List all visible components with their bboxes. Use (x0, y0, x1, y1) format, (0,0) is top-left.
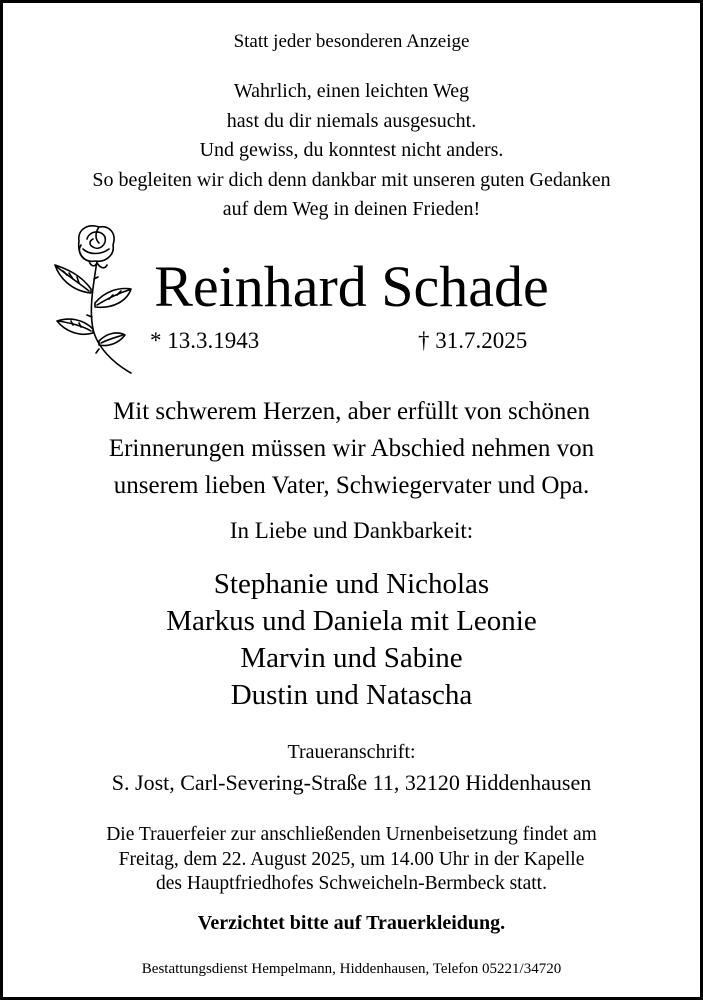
poem-line: Wahrlich, einen leichten Weg (233, 80, 470, 102)
family-member: Marvin und Sabine (240, 642, 463, 674)
poem-line: auf dem Weg in deinen Frieden! (222, 198, 481, 220)
family-member: Markus und Daniela mit Leonie (166, 605, 537, 637)
death-date: † 31.7.2025 (418, 328, 528, 353)
poem-line: So begleiten wir dich denn dankbar mit unseren guten Gedanken (92, 168, 611, 191)
message-line: Erinnerungen müssen wir Abschied nehmen von (108, 435, 595, 462)
message-line: Mit schwerem Herzen, aber erfüllt von schönen (113, 398, 590, 425)
header-text: Statt jeder besonderen Anzeige (233, 31, 470, 52)
service-line: Die Trauerfeier zur anschließenden Urnenbeisetzung findet am (106, 824, 597, 845)
family-member: Stephanie und Nicholas (213, 568, 490, 600)
dress-code-request: Verzichtet bitte auf Trauerkleidung. (197, 912, 506, 934)
service-line: des Hauptfriedhofes Schweicheln-Bermbeck statt. (156, 873, 547, 894)
service-line: Freitag, dem 22. August 2025, um 14.00 Uhr in der Kapelle (118, 848, 585, 870)
address-text: S. Jost, Carl-Severing-Straße 11, 32120 Hiddenhausen (111, 770, 592, 795)
poem-line: Und gewiss, du konntest nicht anders. (199, 139, 504, 161)
farewell-message (3, 393, 700, 504)
love-line: In Liebe und Dankbarkeit: (229, 518, 474, 543)
poem-line: hast du dir niemals ausgesucht. (226, 109, 477, 132)
message-line: unserem lieben Vater, Schwiegervater und Opa. (113, 472, 590, 499)
family-member: Dustin und Natascha (230, 679, 473, 711)
family-list (3, 566, 700, 714)
birth-date: * 13.3.1943 (150, 328, 260, 353)
funeral-home-footer: Bestattungsdienst Hempelmann, Hiddenhausen, Telefon 05221/34720 (141, 961, 562, 977)
service-info (3, 823, 700, 897)
deceased-name: Reinhard Schade (154, 254, 549, 319)
rose-icon (43, 217, 139, 377)
address-label: Traueranschrift: (287, 741, 416, 763)
poem (3, 77, 700, 225)
